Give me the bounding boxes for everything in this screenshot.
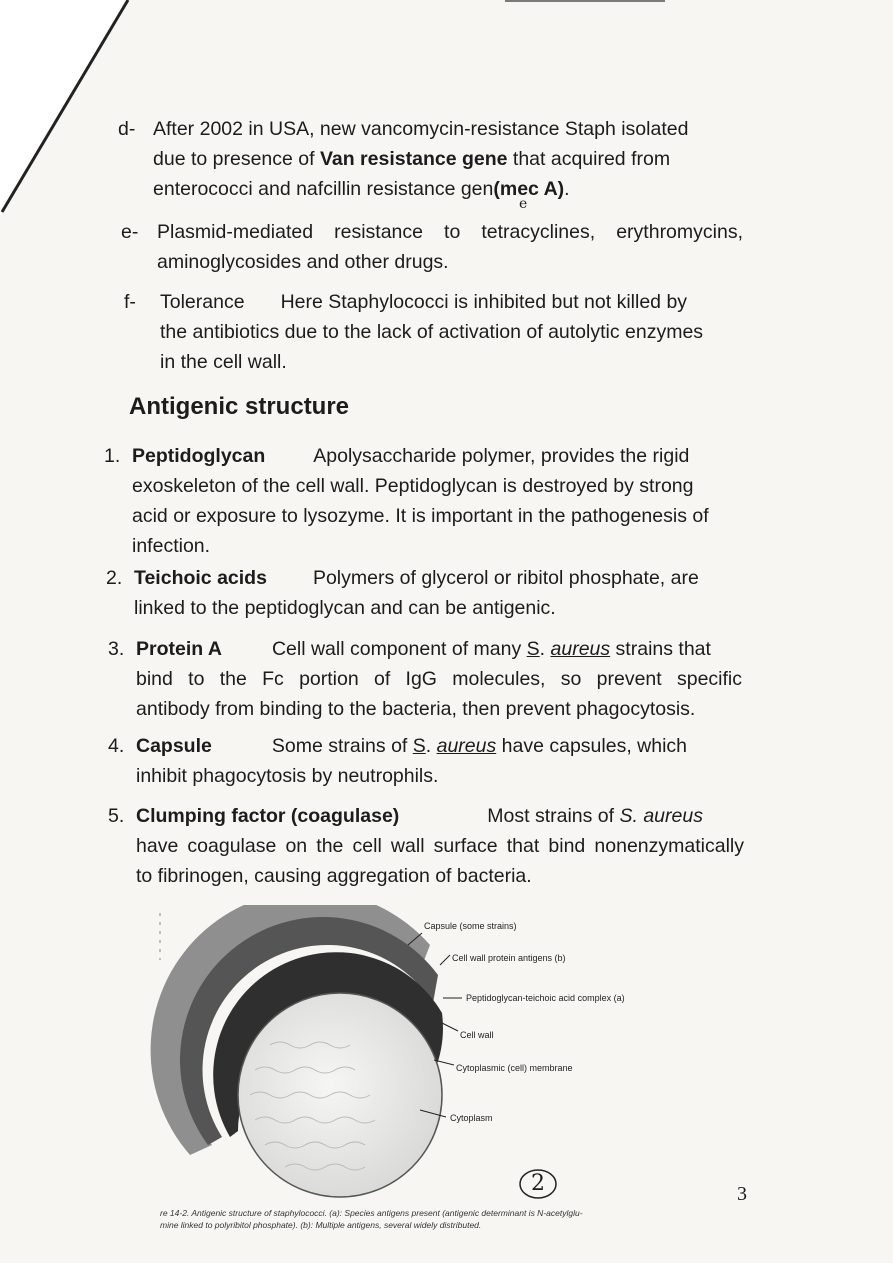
figure-caption [160, 1207, 583, 1231]
antigen-number-2: 2. [106, 567, 123, 589]
top-rule [505, 0, 665, 2]
antigen-item-1 [132, 441, 742, 561]
item-f-line2: the antibiotics due to the lack of activation of autolytic enzymes [160, 321, 704, 343]
antigen-4-line1: Capsule Some strains of S. aureus have capsules, which [136, 735, 688, 757]
antigen-1-line3: acid or exposure to lysozyme. It is important in the pathogenesis of [132, 505, 709, 527]
label-capsule: Capsule (some strains) [424, 921, 517, 931]
staphylococcus-structure-figure [150, 905, 710, 1205]
item-marker-d: d- [118, 118, 136, 140]
antigen-5-line1: Clumping factor (coagulase) Most strains of S. aureus [136, 805, 703, 827]
antigen-item-3 [136, 634, 742, 724]
mec-a: (mec A) [493, 178, 565, 200]
caption-line2: mine linked to polyribitol phosphate). (b): Multiple antigens, several widely distributed. [160, 1220, 482, 1230]
antigen-2-line2: linked to the peptidoglycan and can be antigenic. [134, 597, 556, 619]
item-marker-f: f- [124, 291, 136, 313]
item-d-line1: After 2002 in USA, new vancomycin-resistance Staph isolated [153, 118, 689, 140]
item-marker-e: e- [121, 221, 139, 243]
antigen-item-5 [136, 801, 744, 891]
antigen-4-line2: inhibit phagocytosis by neutrophils. [136, 765, 439, 787]
item-e-line1: Plasmid-mediated resistance to tetracyclines, erythromycins, [157, 221, 743, 243]
antigen-number-3: 3. [108, 638, 125, 660]
page-number: 3 [737, 1183, 747, 1205]
antigen-1-line4: infection. [132, 535, 211, 557]
antigen-3-line2: bind to the Fc portion of IgG molecules, so prevent specific [136, 668, 742, 690]
item-e [157, 217, 743, 277]
antigen-1-line2: exoskeleton of the cell wall. Peptidoglycan is destroyed by strong [132, 475, 694, 497]
section-heading: Antigenic structure [129, 393, 350, 420]
handwritten-page-mark: 2 [518, 1168, 558, 1200]
label-cell-wall: Cell wall [460, 1030, 494, 1040]
label-cell-wall-protein: Cell wall protein antigens (b) [452, 953, 566, 963]
antigen-1-line1: Peptidoglycan Apolysaccharide polymer, provides the rigid [132, 445, 690, 467]
label-peptidoglycan: Peptidoglycan-teichoic acid complex (a) [466, 993, 625, 1003]
item-f-line3: in the cell wall. [160, 351, 287, 373]
label-cytoplasm: Cytoplasm [450, 1113, 493, 1123]
antigen-item-2 [134, 563, 742, 623]
antigen-2-line1: Teichoic acids Polymers of glycerol or ribitol phosphate, are [134, 567, 699, 589]
label-membrane: Cytoplasmic (cell) membrane [456, 1063, 573, 1073]
van-resistance-gene: Van resistance gene [319, 148, 508, 170]
caption-line1: re 14-2. Antigenic structure of staphylococci. (a): Species antigens present (antigenic determinant is N-acetylglu- [160, 1208, 583, 1218]
antigen-3-line3: antibody from binding to the bacteria, then prevent phagocytosis. [136, 698, 696, 720]
item-d-line2: due to presence of Van resistance gene that acquired from [153, 148, 671, 170]
item-f-line1: Tolerance Here Staphylococci is inhibited but not killed by [160, 291, 688, 313]
antigen-5-line3: to fibrinogen, causing aggregation of bacteria. [136, 865, 532, 887]
item-e-line2: aminoglycosides and other drugs. [157, 251, 449, 273]
antigen-number-5: 5. [108, 805, 125, 827]
antigen-item-4 [136, 731, 742, 791]
antigen-5-line2: have coagulase on the cell wall surface that bind nonenzymatically [136, 835, 744, 857]
cytoplasm-body [238, 993, 442, 1197]
antigen-number-1: 1. [104, 445, 121, 467]
handwritten-correction: e [519, 196, 528, 212]
antigen-number-4: 4. [108, 735, 125, 757]
item-d-line3: enterococci and nafcillin resistance gen(mec A). [153, 178, 570, 200]
antigen-3-line1: Protein A Cell wall component of many S. aureus strains that [136, 638, 711, 660]
item-f [160, 287, 744, 377]
item-d [153, 114, 743, 204]
